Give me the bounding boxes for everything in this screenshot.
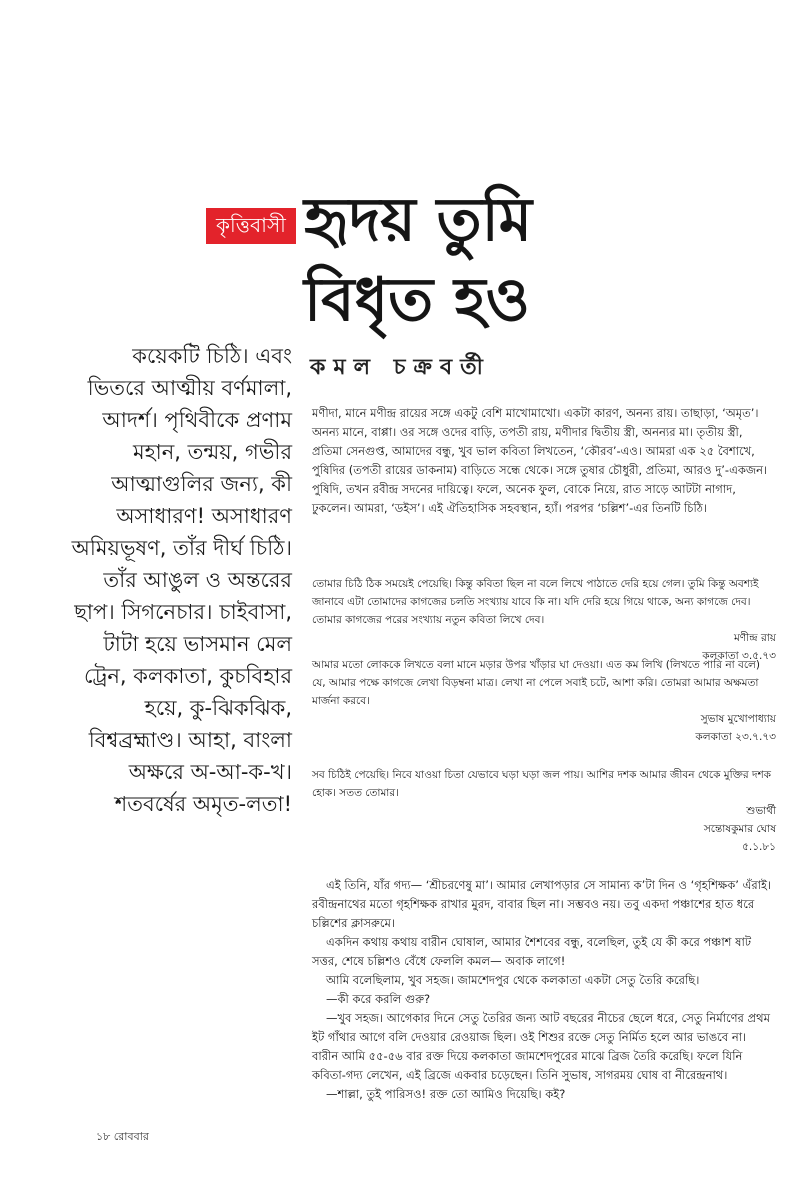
letter-signature-place: ৫.১.৮১: [742, 841, 776, 853]
title-line-1: হৃদয় তুমি: [304, 185, 533, 255]
letter-signature-place: কলকাতা ২৩.৭.৭৩: [695, 731, 776, 743]
section-tag: কৃত্তিবাসী: [206, 208, 296, 244]
closing-paragraph: একদিন কথায় কথায় বারীন ঘোষাল, আমার শৈশবের বন্ধু, বলেছিল, তুই যে কী করে পঞ্চাশ ষাট সত্তর, শেষে চল্লিশও বেঁধে ফেললি কমল— অবাক লাগে!: [312, 935, 752, 968]
article-title: [304, 180, 784, 340]
closing-paragraph: —শাল্লা, তুই পারিসও! রক্ত তো আমিও দিয়েছি। কই?: [326, 1087, 566, 1101]
letter-body: সব চিঠিই পেয়েছি। নিবে যাওয়া চিতা যেভাবে ঘড়া ঘড়া জল পায়। আশির দশক আমার জীবন থেকে মুক্তির দশক হোক। সতত তোমার।: [312, 769, 772, 799]
letter-1: [312, 575, 776, 665]
closing-paragraph: —কী করে করলি গুরু?: [326, 992, 431, 1006]
pull-quote: কয়েকটি চিঠি। এবং ভিতরে আত্মীয় বর্ণমালা, আদর্শ। পৃথিবীকে প্রণাম মহান, তন্ময়, গভীর আত্মাগুলির জন্য, কী অসাধারণ! অসাধারণ অমিয়ভূষণ, তাঁর দীর্ঘ চিঠি। তাঁর আঙুল ও অন্তরের ছাপ। সিগনেচার। চাইবাসা, টাটা হয়ে ভাসমান মেল ট্রেন, কলকাতা, কুচবিহার হয়ে, কু-ঝিকঝিক, বিশ্বব্রহ্মাণ্ড। আহা, বাংলা অক্ষরে অ-আ-ক-খ। শতবর্ষের অমৃত-লতা!: [71, 344, 292, 816]
page-footer: ১৮ রোববার: [96, 1130, 149, 1143]
author-byline: কমল চক্রবর্তী: [310, 355, 491, 380]
letter-body: তোমার চিঠি ঠিক সময়েই পেয়েছি। কিন্তু কবিতা ছিল না বলে লিখে পাঠাতে দেরি হয়ে গেল। তুমি কিন্তু অবশ্যই জানাবে এটা তোমাদের কাগজের চলতি সংখ্যায় যাবে কি না। যদি দেরি হয়ে গিয়ে থাকে, অন্য কাগজে দেব। তোমার কাগজের পরের সংখ্যায় নতুন কবিতা লিখে দেব।: [312, 578, 759, 626]
letter-signature-name: মণীন্দ্র রায়: [733, 632, 776, 644]
intro-paragraph: মণীদা, মানে মণীন্দ্র রায়ের সঙ্গে একটু বেশি মাখোমাখো। একটা কারণ, অনন্য রায়। তাছাড়া, ‘অমৃত’। অনন্য মানে, বাপ্পা। ওর সঙ্গে ওদের বাড়ি, তপতী রায়, মণীদার দ্বিতীয় স্ত্রী, অনন্যর মা। তৃতীয় স্ত্রী, প্রতিমা সেনগুপ্ত, আমাদের বন্ধু, খুব ভাল কবিতা লিখতেন, ‘কৌরব’-এও। আমরা এক ২৫ বৈশাখে, পুষিদির (তপতী রায়ের ডাকনাম) বাড়িতে সন্ধে থেকে। সঙ্গে তুষার চৌধুরী, প্রতিমা, আরও দু’-একজন। পুষিদি, তখন রবীন্দ্র সদনের দায়িত্বে। ফলে, অনেক ফুল, বোকে নিয়ে, রাত সাড়ে আটটা নাগাদ, ঢুকলেন। আমরা, ‘ডইস’। এই ঐতিহাসিক সহবস্থান, হ্যাঁ। পরপর ‘চল্লিশ’-এর তিনটি চিঠি।: [312, 406, 768, 515]
closing-paragraph: এই তিনি, যাঁর গদ্য— ‘শ্রীচরণেষু মা’। আমার লেখাপড়ার সে সামান্য ক’টা দিন ও ‘গৃহশিক্ষক’ এঁরাই। রবীন্দ্রনাথের মতো গৃহশিক্ষক রাখার মুরদ, বাবার ছিল না। সম্ভবও নয়। তবু একদা পঞ্চাশের হাত ধরে চল্লিশের ক্লাসরুমে।: [312, 878, 772, 930]
closing-section: [312, 876, 776, 1104]
title-line-2: বিধৃত হও: [304, 265, 530, 335]
closing-paragraph: আমি বলেছিলাম, খুব সহজ। জামশেদপুর থেকে কলকাতা একটা সেতু তৈরি করেছি।: [326, 973, 700, 987]
letter-signature-name: সুভাষ মুখোপাধ্যায়: [700, 713, 776, 725]
letter-body: আমার মতো লোককে লিখতে বলা মানে মড়ার উপর খাঁড়ার ঘা দেওয়া। এত কম লিখি (লিখতে পারি না বলে) যে, আমার পক্ষে কাগজে লেখা বিড়ম্বনা মাত্র। লেখা না পেলে সবাই চটে, আশা করি। তোমরা আমার অক্ষমতা মার্জনা করবে।: [312, 659, 760, 707]
closing-paragraph: —খুব সহজ। আগেকার দিনে সেতু তৈরির জন্য আট বছরের নীচের ছেলে ধরে, সেতু নির্মাণের প্রথম ইট গাঁথার আগে বলি দেওয়ার রেওয়াজ ছিল। ওই শিশুর রক্তে সেতু নির্মিত হলে আর ভাঙবে না। বারীন আমি ৫৫-৫৬ বার রক্ত দিয়ে কলকাতা জামশেদপুরের মাঝে ব্রিজ তৈরি করেছি। ফলে যিনি কবিতা-গদ্য লেখেন, এই ব্রিজে একবার চড়েছেন। তিনি সুভাষ, সাগরময় ঘোষ বা নীরেন্দ্রনাথ।: [312, 1011, 770, 1082]
letter-signature-place: কলকাতা ৩.৫.৭৩: [702, 650, 776, 662]
letter-2: [312, 656, 776, 746]
letter-signature-greeting: শুভার্থী: [746, 805, 776, 817]
letter-signature-name: সন্তোষকুমার ঘোষ: [703, 823, 776, 835]
letter-3: [312, 766, 776, 856]
